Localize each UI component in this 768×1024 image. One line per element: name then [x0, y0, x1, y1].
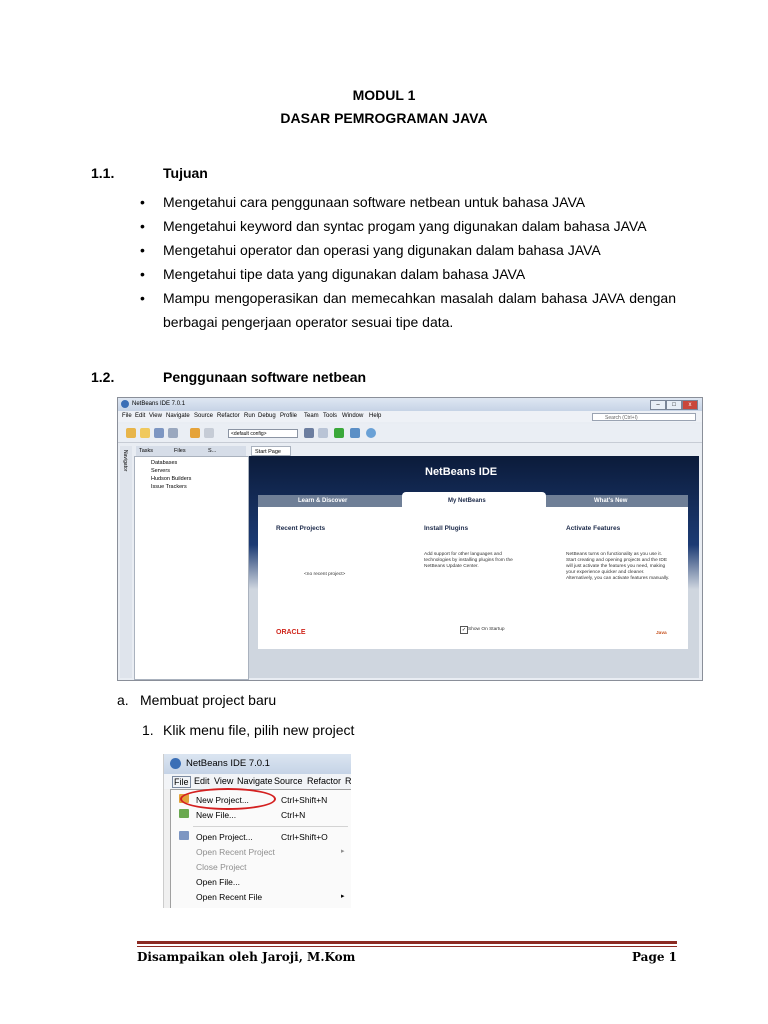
clean-build-icon[interactable] — [318, 428, 328, 438]
services-tree — [134, 456, 249, 680]
menu-help[interactable]: Help — [369, 413, 382, 419]
menu-navigate[interactable]: Navigate — [166, 413, 190, 419]
tree-item-hudson[interactable]: Hudson Builders — [151, 476, 192, 482]
config-select[interactable]: <default config> — [228, 429, 298, 438]
tree-item-issues[interactable]: Issue Trackers — [151, 484, 187, 490]
list-item — [138, 238, 676, 262]
list-item — [138, 214, 676, 238]
list-item-text: Mengetahui keyword dan syntac progam yang digunakan dalam bahasa JAVA — [163, 218, 647, 234]
menu-item-new-project[interactable]: New Project... — [196, 795, 249, 805]
list-item — [138, 190, 676, 214]
menu-separator — [193, 826, 348, 827]
section-title: Penggunaan software netbean — [163, 369, 367, 385]
profile-icon[interactable] — [366, 428, 376, 438]
show-on-startup-checkbox[interactable]: ✓ — [461, 627, 467, 633]
netbeans-icon — [170, 758, 181, 769]
menu-item-open-project[interactable]: Open Project... — [196, 832, 253, 842]
tab-whats-new[interactable]: What's New — [594, 498, 628, 504]
bullet-icon: • — [140, 290, 145, 306]
menu-run[interactable]: R — [345, 776, 351, 786]
shortcut-new-project: Ctrl+Shift+N — [281, 795, 328, 805]
tab-my-netbeans[interactable]: My NetBeans — [448, 498, 486, 504]
bullet-icon: • — [140, 194, 145, 210]
footer-rule — [137, 941, 677, 944]
menu-source[interactable]: Source — [194, 413, 214, 419]
menu-view[interactable]: View — [149, 413, 162, 419]
java-logo: Java — [656, 631, 667, 636]
list-item-text: Mengetahui operator dan operasi yang digunakan dalam bahasa JAVA — [163, 242, 601, 258]
submenu-arrow-icon: ▸ — [341, 848, 345, 855]
menu-item-new-file[interactable]: New File... — [196, 810, 237, 820]
redo-icon[interactable] — [204, 428, 214, 438]
section-number: 1.2. — [91, 369, 115, 385]
section-title: Tujuan — [163, 165, 208, 181]
maximize-icon[interactable]: □ — [666, 400, 682, 410]
list-item-text: Mengetahui cara penggunaan software netbean untuk bahasa JAVA — [163, 194, 586, 210]
menu-file[interactable]: File — [174, 777, 189, 787]
menu-view[interactable]: View — [214, 776, 234, 786]
run-icon[interactable] — [334, 428, 344, 438]
netbeans-logo: NetBeans IDE — [425, 466, 498, 478]
list-item-text: Mengetahui tipe data yang digunakan dalam bahasa JAVA — [163, 266, 526, 282]
menu-item-close-project[interactable]: Close Project — [196, 862, 247, 872]
file-menu-screenshot — [163, 754, 351, 908]
start-page-content — [258, 507, 688, 649]
menu-bar — [164, 774, 351, 789]
tab-tasks[interactable]: Tasks — [139, 448, 154, 454]
list-item — [138, 286, 676, 334]
menu-debug[interactable]: Debug — [258, 413, 276, 419]
navigator-label[interactable]: Navigator — [122, 450, 128, 472]
list-item-text: Mampu mengoperasikan dan memecahkan masalah dalam bahasa JAVA dengan berbagai pengerjaan operator sesuai tipe data. — [163, 290, 676, 330]
toolbar — [118, 424, 702, 443]
left-panel-tabs — [136, 446, 246, 456]
navigator-strip — [120, 446, 132, 678]
bullet-icon: • — [140, 266, 145, 282]
save-all-icon[interactable] — [168, 428, 178, 438]
menu-file[interactable]: File — [122, 413, 132, 419]
step-number: 1. — [142, 722, 154, 738]
menu-item-open-recent-file[interactable]: Open Recent File — [196, 892, 263, 902]
netbeans-ide-screenshot — [117, 397, 703, 681]
window-titlebar — [118, 398, 702, 411]
section-number: 1.1. — [91, 165, 115, 181]
step-text: Membuat project baru — [140, 692, 277, 708]
menu-refactor[interactable]: Refactor — [217, 413, 240, 419]
list-item — [138, 262, 676, 286]
new-file-icon — [179, 809, 189, 818]
new-project-icon[interactable] — [126, 428, 136, 438]
search-input[interactable]: Search (Ctrl+I) — [592, 413, 696, 421]
menu-team[interactable]: Team — [304, 413, 319, 419]
install-plugins-text: Add support for other languages and technologies by installing plugins from the NetBeans Update Center. — [424, 552, 513, 569]
footer-rule-thin — [137, 946, 677, 947]
menu-edit[interactable]: Edit — [194, 776, 210, 786]
bullet-icon: • — [140, 242, 145, 258]
build-icon[interactable] — [304, 428, 314, 438]
tab-learn-discover[interactable]: Learn & Discover — [298, 498, 348, 504]
step-letter: a. — [117, 692, 129, 708]
start-page-tabs — [258, 495, 688, 507]
open-project-icon — [179, 831, 189, 840]
window-title: NetBeans IDE 7.0.1 — [132, 401, 186, 407]
install-plugins-heading[interactable]: Install Plugins — [424, 525, 469, 532]
module-subtitle: DASAR PEMROGRAMAN JAVA — [280, 110, 488, 126]
oracle-logo: ORACLE — [276, 629, 306, 636]
menu-item-open-file[interactable]: Open File... — [196, 877, 240, 887]
window-title: NetBeans IDE 7.0.1 — [186, 758, 270, 769]
no-recent-project: <no recent project> — [304, 572, 346, 577]
netbeans-icon — [121, 400, 129, 408]
menu-item-open-recent-project[interactable]: Open Recent Project — [196, 847, 275, 857]
shortcut-open-project: Ctrl+Shift+O — [281, 832, 328, 842]
new-file-icon[interactable] — [140, 428, 150, 438]
submenu-arrow-icon: ▸ — [341, 893, 345, 900]
debug-icon[interactable] — [350, 428, 360, 438]
show-on-startup-label: Show On Startup — [468, 627, 505, 632]
start-page — [249, 456, 699, 678]
highlight-circle — [180, 788, 276, 810]
bullet-icon: • — [140, 218, 145, 234]
menu-navigate[interactable]: Navigate — [237, 776, 273, 786]
tree-item-servers[interactable]: Servers — [151, 468, 170, 474]
module-title: MODUL 1 — [352, 87, 416, 103]
footer-author: Disampaikan oleh Jaroji, M.Kom — [137, 950, 356, 964]
recent-projects-heading: Recent Projects — [276, 525, 326, 532]
tab-services[interactable]: S... — [208, 448, 217, 454]
tab-start-page[interactable]: Start Page — [251, 446, 291, 456]
menu-tools[interactable]: Tools — [323, 413, 338, 419]
undo-icon[interactable] — [190, 428, 200, 438]
menu-profile[interactable]: Profile — [280, 413, 298, 419]
step-text: Klik menu file, pilih new project — [163, 722, 355, 738]
activate-features-text: NetBeans turns on functionality as you use it. Start creating and opening projects and the IDE will just activate the features you need, making your experience quicker and cleaner. Alternatively, you can activate features manually. — [566, 552, 670, 581]
page-number: Page 1 — [631, 950, 677, 964]
close-icon[interactable]: x — [682, 400, 698, 410]
activate-features-heading[interactable]: Activate Features — [566, 525, 621, 532]
tab-files[interactable]: Files — [174, 448, 186, 454]
menu-edit[interactable]: Edit — [135, 413, 146, 419]
menu-run[interactable]: Run — [244, 413, 256, 419]
minimize-icon[interactable]: – — [650, 400, 666, 410]
menu-refactor[interactable]: Refactor — [307, 776, 342, 786]
objectives-list — [138, 190, 676, 334]
menu-window[interactable]: Window — [342, 413, 364, 419]
shortcut-new-file: Ctrl+N — [281, 810, 306, 820]
open-project-icon[interactable] — [154, 428, 164, 438]
menu-source[interactable]: Source — [274, 776, 303, 786]
tree-item-databases[interactable]: Databases — [151, 460, 178, 466]
window-titlebar — [164, 754, 351, 774]
